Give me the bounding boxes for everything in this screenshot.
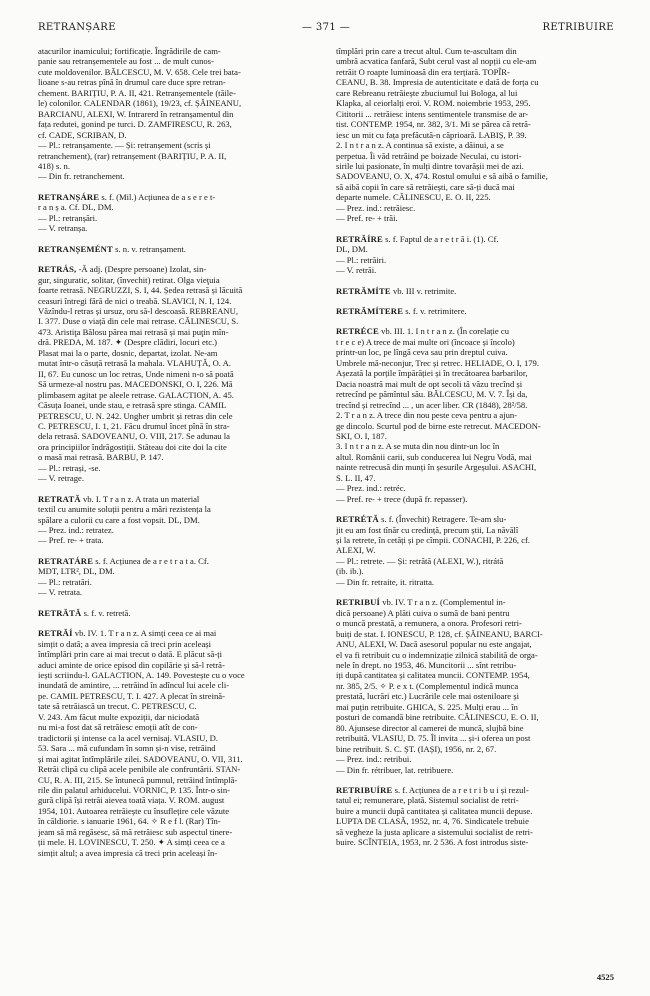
entry-line: — Pl.: retrași, -se. [38,462,101,473]
entry-line: mai puțin retribuite. GHICA, S. 225. Mulți erau ... în [336,701,518,712]
dictionary-entry [38,46,314,182]
entry-line: — V. retranșa. [38,223,88,234]
headword: RETRÁS, [38,264,77,275]
entry-line: nu mi-a fost dat să retrăiesc emoții atît de con- [38,722,198,733]
entry-line: — Din fr. retranchement. [38,171,125,182]
entry-line: departe numele. CĂLINESCU, E. O. II, 225. [336,192,491,203]
entry-line: iți după cantitatea și calitatea muncii. CONTEMP. 1954, [336,670,530,681]
entry-line: rile din palatul arhiducelui. VORNIC, P. 135. Într-o sin- [38,785,231,795]
entry-line: nele în drept. no 1953, 46. Muncitorii ... sînt retribu- [336,660,517,671]
entry-line: LUPTA DE CLASĂ, 1952, nr. 4, 76. Sindicatele trebuie [336,816,529,827]
entry-line: care Rebreanu retrăiește zbuciumul lui Bologa, al lui [336,87,518,98]
entry-line: bine retribuit. S. C. ȘT. (IAȘI), 1956, nr. 2, 67. [336,743,497,754]
footer-page-number: 4525 [596,972,614,982]
entry-line: t r e c e) A trece de mai multe ori (încoace și încolo) [336,336,515,347]
entry-line: 2. T r a n z. A trece din nou peste ceva pentru a ajun- [336,410,518,421]
headword: RETRÉTĂ [336,514,379,525]
headword: RETRĂMÍTERE [336,305,404,316]
entry-line: Să urmeze-al nostru pas. MACEDONSKI, O. I, 226. Mă [38,379,233,390]
entry-line: I. 377. Duse o viață din cele mai retrase. CĂLINESCU, S. [38,316,239,327]
dictionary-entry [336,326,612,504]
right-column [336,46,612,974]
header-right-headword: RETRIBUIRE [542,22,614,33]
headword: RETRANȘÁRE [38,191,100,202]
entry-line: Așezată la porțile împărăției și în trecătoarea barbarilor, [336,368,528,379]
entry-line: printr-un loc, pe lîngă ceva sau prin dreptul cuiva. [336,347,508,358]
entry-line: — Prez. ind.: retratez. [38,525,114,536]
entry-line: ANU, ALEXI, W. Dacă asesorul popular nu este angajat, [336,639,532,650]
entry-line: întîmplări prin care ai mai trecut o dată. E plăcut să-ți [38,649,222,660]
entry-line: 2. I n t r a n z. A continua să existe, a dăinui, a se [336,140,504,151]
entry-first-line: RETRĂMÍTERE s. f. v. retrimitere. [336,305,467,316]
dictionary-entry [38,494,314,546]
entry-line: cf. CADE, SCRIBAN, D. [38,129,127,140]
entry-line: DL, DM. [336,244,368,255]
entry-line: simțit o dată; a avea impresia că treci prin aceleași [38,638,211,649]
entry-line: tist. CONTEMP. 1954, nr. 382, 3/1. Mi se părea că retră- [336,119,531,130]
entry-line: jeam să mă regăsesc, să mă retrăiesc sub aspectul tinere- [38,826,233,837]
entry-line: el va fi retribuit cu o indemnizație zilnică stabilită de orga- [336,649,538,660]
entry-line: umbră acvatica fanfară, Subt cerul vast al nopții cu ele-am [336,56,537,67]
entry-line: inundată de amintire, ... retrăind în adîncul lui acele cli- [38,680,230,691]
dictionary-entry [336,306,612,316]
entry-line: pe. CAMIL PETRESCU, T. I. 427. A plecat în streină- [38,690,225,701]
dictionary-entry [38,556,314,598]
entry-line: — Pref. re- + trăi. [336,213,398,224]
entry-line: dică persoane) A plăti cuiva o sumă de bani pentru [336,607,510,618]
entry-line: textil cu anumite soluții pentru a mări rezistența la [38,504,211,515]
entry-line: r a n ș a. Cf. DL, DM. [38,202,114,213]
entry-line: buire. SCÎNTEIA, 1953, nr. 2 536. A fost introdus siste- [336,837,529,848]
entry-first-line: RETRIBUÍ vb. IV. T r a n z. (Complementul in- [336,597,506,608]
entry-line: Klapka, al ceiorlalți eroi. V. ROM. noiembrie 1953, 295. [336,98,531,109]
entry-line: Plasat mai la o parte, dosnic, departat, izolat. Ne-am [38,347,218,358]
entry-line: buire a muncii după cantitatea și calitatea muncii depuse. [336,805,533,816]
entry-first-line: RETRIBUÍRE s. f. Acțiunea de a r e t r i b u i și rezul- [336,785,529,795]
entry-line: simțit altul; a avea impresia că treci prin aceleași în- [38,847,218,858]
entry-line: ceasuri întregi fără de nici o treabă. SLAVICI, N. I, 124. [38,295,232,306]
entry-line: buiți de stat. I. IONESCU, P. 128, cf. ȘĂINEANU, BARCI- [336,628,543,639]
entry-line: plimbasem agitat pe aleele retrase. GALACTION, A. 45. [38,389,234,400]
entry-line: SADOVEANU, O. X, 474. Rostul omului e să aibă o familie, [336,171,548,182]
entry-line: — Pref. re- + trata. [38,535,104,546]
entry-line: — V. retrage. [38,473,84,484]
headword: RETRĂÍ [38,628,73,639]
entry-first-line: RETRĂÍ vb. IV. 1. T r a n z. A simți ceea ce ai mai [38,628,217,639]
entry-first-line: RETRÉTĂ s. f. (Învechit) Retragere. Te-am slu- [336,514,507,525]
dictionary-entry [336,597,612,775]
entry-line: chement. BARIȚIU, P. A. II, 421. Retranșementele (tăile- [38,87,236,98]
entry-line: C. PETRESCU, I. 1, 21. Făcu drumul încet pînă în stra- [38,420,230,431]
dictionary-entry [336,234,612,276]
entry-line: ora principiilor îndrăgostiții. Stăteau doi cite doi la cite [38,441,227,452]
entry-line: trecînd și retrecînd ... , un acer liber. CR (1848), 28²/58. [336,399,528,410]
entry-first-line: RETRANȘÁRE s. f. (Mil.) Acțiunea de a s e r e t- [38,191,216,202]
entry-line: 418) s. n. [38,160,70,171]
entry-line: Văzîndu-l retras și ursuz, oru să-l descoasă. REBREANU, [38,305,238,316]
entry-line: CEANU, B. 38. Impresia de autenticitate e dată de forța cu [336,77,539,88]
entry-line: tatul ei; remunerare, plată. Sistemul socialist de retri- [336,795,519,806]
entry-line: — V. retrata. [38,587,83,598]
entry-first-line: RETRATĂ vb. I. T r a n z. A trata un material [38,493,200,504]
entry-line: 1954, 101. Autoarea retrăiește cu însuflețire cele văzute [38,805,230,816]
entry-line: — Din fr. rétribuer, lat. retribuere. [336,764,454,775]
entry-line: SKI, O. I, 187. [336,430,387,441]
entry-line: — Pref. re- + trece (după fr. repasser). [336,493,468,504]
entry-line: (ib. ib.). [336,566,364,577]
entry-line: să aibă copii în care să retrăiești, care să-ți ducă mai [336,181,515,192]
headword: RETRĂÍRE [336,233,383,244]
entry-first-line: RETRĂMÍTE vb. III v. retrimite. [336,285,457,296]
headword: RETRIBUÍRE [336,785,393,795]
dictionary-entry [38,244,314,254]
entry-line: — Din fr. retraite, it. ritratta. [336,576,435,587]
entry-line: iesc un mit cu fața prefăcută-n căprioară. LABIȘ, P. 39. [336,129,527,140]
entry-line: Cititorii ... retrăiesc intens sentimentele transmise de ar- [336,108,529,119]
entry-line: — Pl.: retrăiri. [336,254,387,265]
entry-line: MDT, LTR², DL, DM. [38,566,115,577]
entry-line: PETRESCU, U. N. 242. Ungher umbrit și retras din cele [38,410,233,421]
entry-line: — Pl.: retratări. [38,576,92,587]
entry-line: retranchement), (rar) retranșement (BARIȚIU, P. A. II, [38,150,227,161]
entry-line: să vegheze la justa aplicare a sistemului socialist de retri- [336,826,533,837]
dictionary-entry [336,514,612,587]
entry-line: prestată, lucrări etc.) Lucrările cele mai osteniloare și [336,691,519,702]
entry-first-line: RETRATÁRE s. f. Acțiunea de a r e t r a t a. Cf. [38,555,209,566]
entry-line: și mai agitat întîmplările zilei. SADOVEANU, O. VII, 311. [38,753,243,764]
entry-line: spălare a culorii cu care a fost vopsit. DL, DM. [38,514,200,525]
entry-line: și la retrete, în cetăți și pe cîmpii. CONACHI, P. 226, cf. [336,535,531,546]
entry-line: 3. I n t r a n z. A se muta din nou dintr-un loc în [336,441,500,452]
entry-line: nainte retrecusă din munți în șesurile Argeșului. ASACHI, [336,462,537,473]
entry-line: aduci aminte de orice episod din copilărie și să-l retră- [38,659,225,670]
entry-first-line: RETRÁS, -Ă adj. (Despre persoane) Izolat, sin- [38,264,207,275]
entry-line: retrecînd pe pămîntul său. BĂLCESCU, M. V. 7. Își da, [336,389,528,400]
entry-first-line: RETRĂÍRE s. f. Faptul de a r e t r ă i. (1). Cf. [336,233,499,244]
headword: RETRANȘEMÉNT [38,243,113,254]
entry-line: foarte retrasă. NEGRUZZI, S. I, 44. Ședea retrasă și lăcuită [38,285,243,296]
entry-line: Căsuța Ioanei, unde stau, e retrasă spre stinga. CAMIL [38,400,227,411]
entry-line: — Prez. ind.: retribui. [336,754,412,765]
entry-line: 473. Aristiţa Bălosu părea mai retrasă și mai puţin mîn- [38,326,229,337]
entry-line: perpetua. Îi văd retrăind pe boizade Neculai, cu istori- [336,150,522,161]
entry-line: II, 67. Eu cunosc un loc retras, Unde nimeni n-o să poată [38,368,234,379]
entry-line: ții mele. H. LOVINESCU, T. 250. ✦ A simți ceea ce a [38,837,225,848]
entry-first-line: tîmplări prin care a trecut altul. Cum te-ascultam din [336,46,517,56]
page-header [38,22,614,36]
entry-line: V. 243. Am făcut multe expoziții, dar niciodată [38,711,200,722]
entry-line: — Pl.: retrete. — Și: retrătă (ALEXI, W.), ritrátă [336,555,504,566]
headword: RETRATÁRE [38,555,94,566]
entry-line: lioane s-au retras pînă în drumul care duce spre retran- [38,77,226,88]
entry-line: Dacia noastră mai mult de opt secoli tă văzu trecînd și [336,378,523,389]
entry-line: tradictorii și intense ca la acel vernisaj. VLASIU, D. [38,732,219,743]
entry-line: Umbrele mă-neconjur, Trec și retrec. HELIADE, O. I, 179. [336,357,539,368]
dictionary-entry [38,192,314,234]
entry-line: Retrăi clipă cu clipă acele penibile ale confruntării. STAN- [38,764,241,775]
entry-line: — V. retrăi. [336,265,377,276]
headword: RETRÉCE [336,326,379,337]
entry-line: sirile lui pasionate, în mulți dintre tovarășii mei de azi. [336,160,524,171]
entry-line: mutat într-o căsuță retrasă la mahala. VLAHUȚĂ, O. A. [38,358,231,369]
entry-line: cute moldovenilor. BĂLCESCU, M. V. 658. Cele trei bata- [38,66,241,77]
entry-line: altul. Românii carii, sub conducerea lui Negru Vodă, mai [336,451,532,462]
entry-line: ge dincolo. Scurtul pod de birne este retrecut. MACEDON- [336,420,541,431]
entry-first-line: RETRANȘEMÉNT s. n. v. retranșament. [38,243,186,254]
headword: RETRATĂ [38,493,81,504]
entry-line: în căldiorie. s ianuarie 1961, 64. ✧ R e f l. (Rar) Tîn- [38,816,221,827]
entry-line: le) colonilor. CALENDAR (1861), 19/23, cf. ȘĂINEANU, [38,98,242,109]
entry-line: CU, R. A. III, 215. Se întunecă pumnul, retrăind întîmplă- [38,774,238,785]
entry-line: S. L. II, 47. [336,472,376,483]
entry-first-line: RETRÉCE vb. III. 1. I n t r a n z. (În corelație cu [336,326,509,337]
entry-line: ALEXI, W. [336,545,376,556]
dictionary-entry [336,46,612,224]
entry-line: o muncă prestată, a remunera, a onora. Profesori retri- [336,618,522,629]
entry-line: nr. 385, 2/5. ✧ P. e x t. (Complementul indică munca [336,680,519,691]
header-left-headword: RETRANȘARE [38,22,116,33]
dictionary-entry [336,785,612,848]
dictionary-entry [38,608,314,618]
entry-line: jit eu am fost tînăr cu credință, precum știi, La năvălî [336,524,519,535]
entry-line: fața redutei, gonind pe turci. D. ZAMFIRESCU, R. 263, [38,119,232,130]
headword: RETRIBUÍ [336,597,381,608]
entry-line: dră. PREDA, M. 187. ✦ (Despre clădiri, locuri etc.) [38,337,218,348]
entry-line: dela retrasă. SADOVEANU, O. VIII, 217. Se adunau la [38,431,230,442]
dictionary-entry [38,264,314,484]
entry-first-line: atacurilor inamicului; fortificație. Îngrădirile de cam- [38,46,221,56]
headword: RETRĂMÍTE [336,285,391,296]
entry-line: retribuită. VLASIU, D. 75. Îl invita ... și-i oferea un post [336,733,531,744]
entry-line: iești scriindu-l. GALACTION, A. 149. Povestește cu o voce [38,670,245,681]
entry-line: — Pl.: retranșări. [38,212,98,223]
entry-line: — Prez. ind.: retréc. [336,483,406,494]
header-page-number: — 371 — [301,22,351,33]
entry-line: 80. Ajunsese director al camerei de muncă, slujbă bine [336,722,524,733]
entry-line: — Prez. ind.: retrăiesc. [336,202,416,213]
entry-line: gură clipă își retrăi aievea toată viața. V. ROM. august [38,795,225,806]
entry-line: gur, singuratic, solitar, (învechit) retirat. Olga vieţuia [38,274,220,285]
headword: RETRĂTĂ [38,607,82,618]
left-column [38,46,314,974]
entry-line: posturi de comandă bine retribuite. CĂLINESCU, E. O. II, [336,712,539,723]
entry-first-line: RETRĂTĂ s. f. v. retretă. [38,607,131,618]
dictionary-entry [38,628,314,858]
entry-line: tate să retrăiască un trecut. C. PETRESCU, C. [38,701,197,712]
entry-line: retrăit O roapte luminoasă din era terțiară. TOPÎR- [336,66,510,77]
entry-line: panie sau retranșementele au fost ... de mult cunos- [38,56,214,67]
entry-line: — Pl.: retranșamente. — Și: retranșement (scris și [38,140,211,151]
entry-line: 53. Sara ... mă cufundam în somn și-n vise, retrăind [38,743,216,754]
entry-line: o masă mai retrasă. BARBU, P. 147. [38,452,164,463]
dictionary-entry [336,286,612,296]
entry-line: BARCIANU, ALEXI, W. Intrarerd în retranșamentul din [38,108,234,119]
